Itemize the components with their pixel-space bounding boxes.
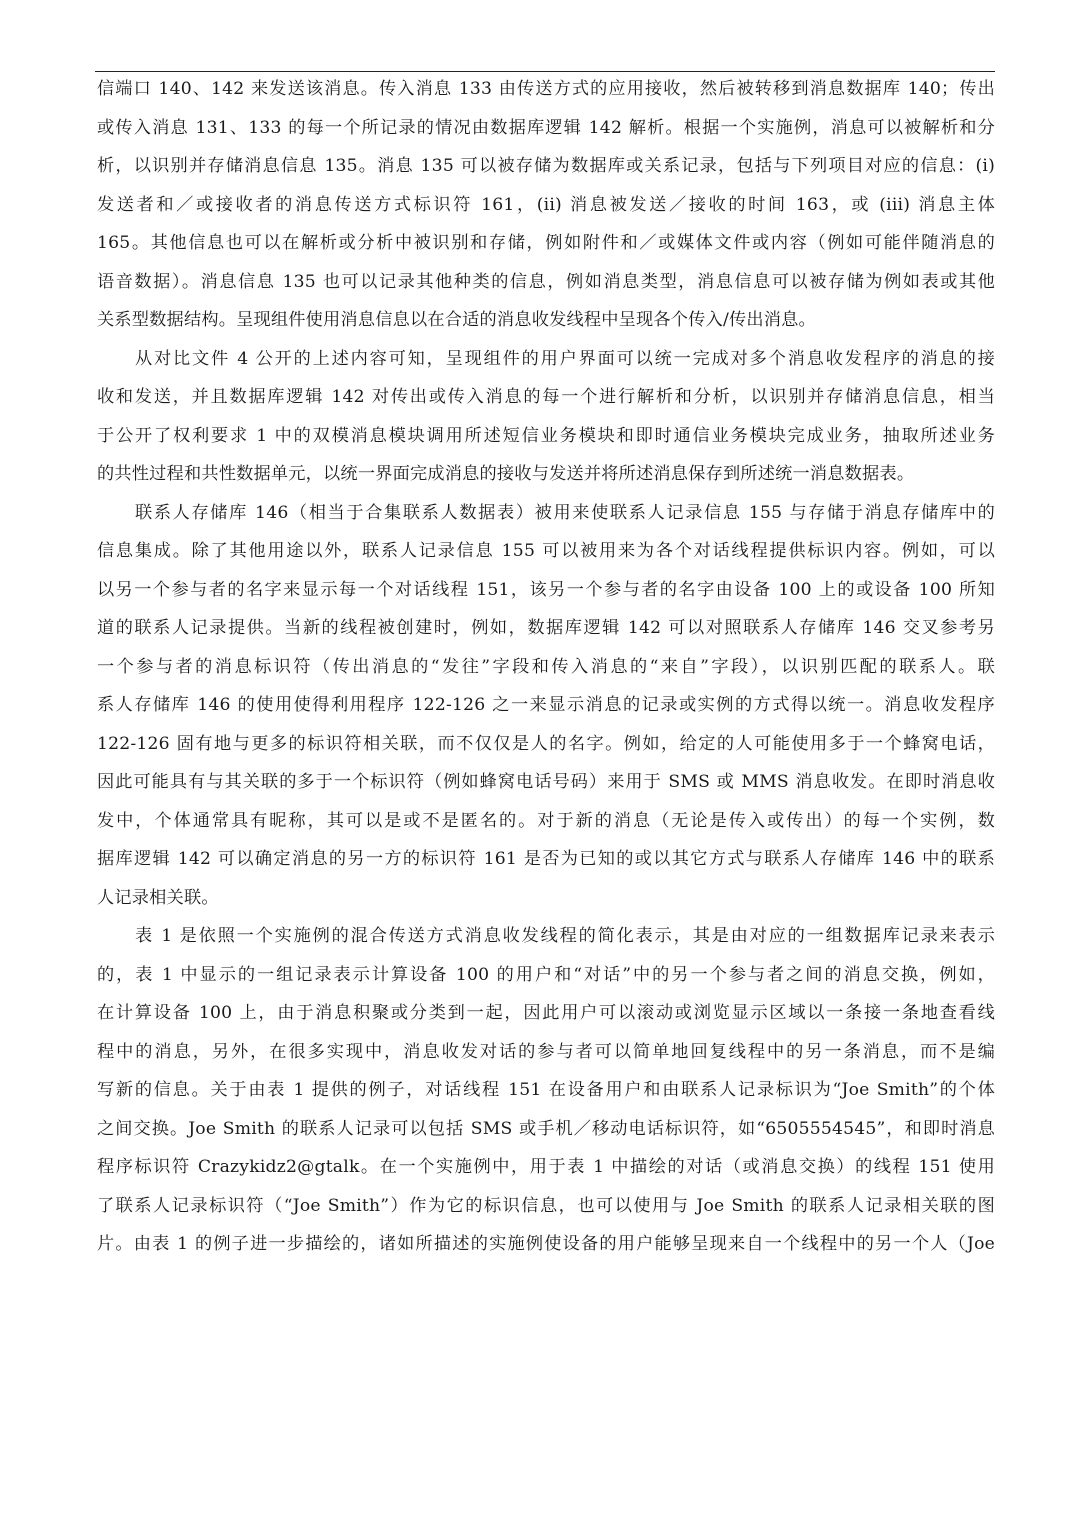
text-line: 了联系人记录标识符（“Joe Smith”）作为它的标识信息，也可以使用与 Joe Smith 的联系人记录相关联的图	[97, 1195, 995, 1216]
text-line: 从对比文件 4 公开的上述内容可知，呈现组件的用户界面可以统一完成对多个消息收发程序的消息的接	[135, 348, 995, 369]
text-line: 联系人存储库 146（相当于合集联系人数据表）被用来使联系人记录信息 155 与存储于消息存储库中的	[135, 502, 995, 523]
text-line: 165。其他信息也可以在解析或分析中被识别和存储，例如附件和／或媒体文件或内容（例如可能伴随消息的	[97, 233, 995, 253]
text-line: 因此可能具有与其关联的多于一个标识符（例如蜂窝电话号码）来用于 SMS 或 MMS 消息收发。在即时消息收	[97, 772, 995, 792]
text-line: 语音数据）。消息信息 135 也可以记录其他种类的信息，例如消息类型，消息信息可以被存储为例如表或其他	[97, 271, 995, 292]
document-body	[97, 70, 995, 1264]
text-line: 的共性过程和共性数据单元，以统一界面完成消息的接收与发送并将所述消息保存到所述统一消息数据表。	[97, 464, 915, 484]
text-line: 系人存储库 146 的使用使得利用程序 122-126 之一来显示消息的记录或实例的方式得以统一。消息收发程序	[97, 695, 995, 715]
text-line: 122-126 固有地与更多的标识符相关联，而不仅仅是人的名字。例如，给定的人可能使用多于一个蜂窝电话，	[97, 733, 995, 754]
text-line: 以另一个参与者的名字来显示每一个对话线程 151，该另一个参与者的名字由设备 100 上的或设备 100 所知	[97, 579, 995, 600]
text-line: 的，表 1 中显示的一组记录表示计算设备 100 的用户和“对话”中的另一个参与者之间的消息交换，例如，	[97, 964, 995, 985]
text-line: 程序标识符 Crazykidz2@gtalk。在一个实施例中，用于表 1 中描绘的对话（或消息交换）的线程 151 使用	[97, 1157, 995, 1177]
text-line: 表 1 是依照一个实施例的混合传送方式消息收发线程的简化表示，其是由对应的一组数据库记录来表示	[135, 926, 995, 946]
text-line: 信端口 140、142 来发送该消息。传入消息 133 由传送方式的应用接收，然后被转移到消息数据库 140；传出	[97, 79, 995, 99]
paragraph	[97, 340, 995, 494]
text-line: 写新的信息。关于由表 1 提供的例子，对话线程 151 在设备用户和由联系人记录标识为“Joe Smith”的个体	[97, 1080, 995, 1100]
text-line: 于公开了权利要求 1 中的双模消息模块调用所述短信业务模块和即时通信业务模块完成业务，抽取所述业务	[97, 425, 995, 446]
text-line: 片。由表 1 的例子进一步描绘的，诸如所描述的实施例使设备的用户能够呈现来自一个线程中的另一个人（Joe	[97, 1234, 995, 1254]
text-line: 之间交换。Joe Smith 的联系人记录可以包括 SMS 或手机／移动电话标识符，如“6505554545”，和即时消息	[97, 1118, 995, 1139]
paragraph	[97, 494, 995, 918]
text-line: 人记录相关联。	[97, 887, 219, 908]
text-line: 程中的消息，另外，在很多实现中，消息收发对话的参与者可以简单地回复线程中的另一条消息，而不是编	[97, 1041, 995, 1062]
text-line: 析，以识别并存储消息信息 135。消息 135 可以被存储为数据库或关系记录，包括与下列项目对应的信息：(i)	[97, 156, 995, 176]
paragraph	[97, 70, 995, 340]
text-line: 一个参与者的消息标识符（传出消息的“发往”字段和传入消息的“来自”字段），以识别匹配的联系人。联	[97, 656, 995, 677]
text-line: 在计算设备 100 上，由于消息积聚或分类到一起，因此用户可以滚动或浏览显示区域以一条接一条地查看线	[97, 1003, 995, 1023]
text-line: 收和发送，并且数据库逻辑 142 对传出或传入消息的每一个进行解析和分析，以识别并存储消息信息，相当	[97, 387, 995, 407]
text-line: 信息集成。除了其他用途以外，联系人记录信息 155 可以被用来为各个对话线程提供标识内容。例如，可以	[97, 541, 995, 561]
paragraph	[97, 917, 995, 1264]
text-line: 关系型数据结构。呈现组件使用消息信息以在合适的消息收发线程中呈现各个传入/传出消息。	[97, 310, 816, 330]
text-line: 据库逻辑 142 可以确定消息的另一方的标识符 161 是否为已知的或以其它方式与联系人存储库 146 中的联系	[97, 849, 995, 869]
text-line: 或传入消息 131、133 的每一个所记录的情况由数据库逻辑 142 解析。根据一个实施例，消息可以被解析和分	[97, 117, 995, 138]
text-line: 发送者和／或接收者的消息传送方式标识符 161，(ii) 消息被发送／接收的时间 163，或 (iii) 消息主体	[97, 194, 995, 215]
text-line: 道的联系人记录提供。当新的线程被创建时，例如，数据库逻辑 142 可以对照联系人存储库 146 交叉参考另	[97, 618, 995, 638]
text-line: 发中，个体通常具有昵称，其可以是或不是匿名的。对于新的消息（无论是传入或传出）的每一个实例，数	[97, 810, 995, 831]
